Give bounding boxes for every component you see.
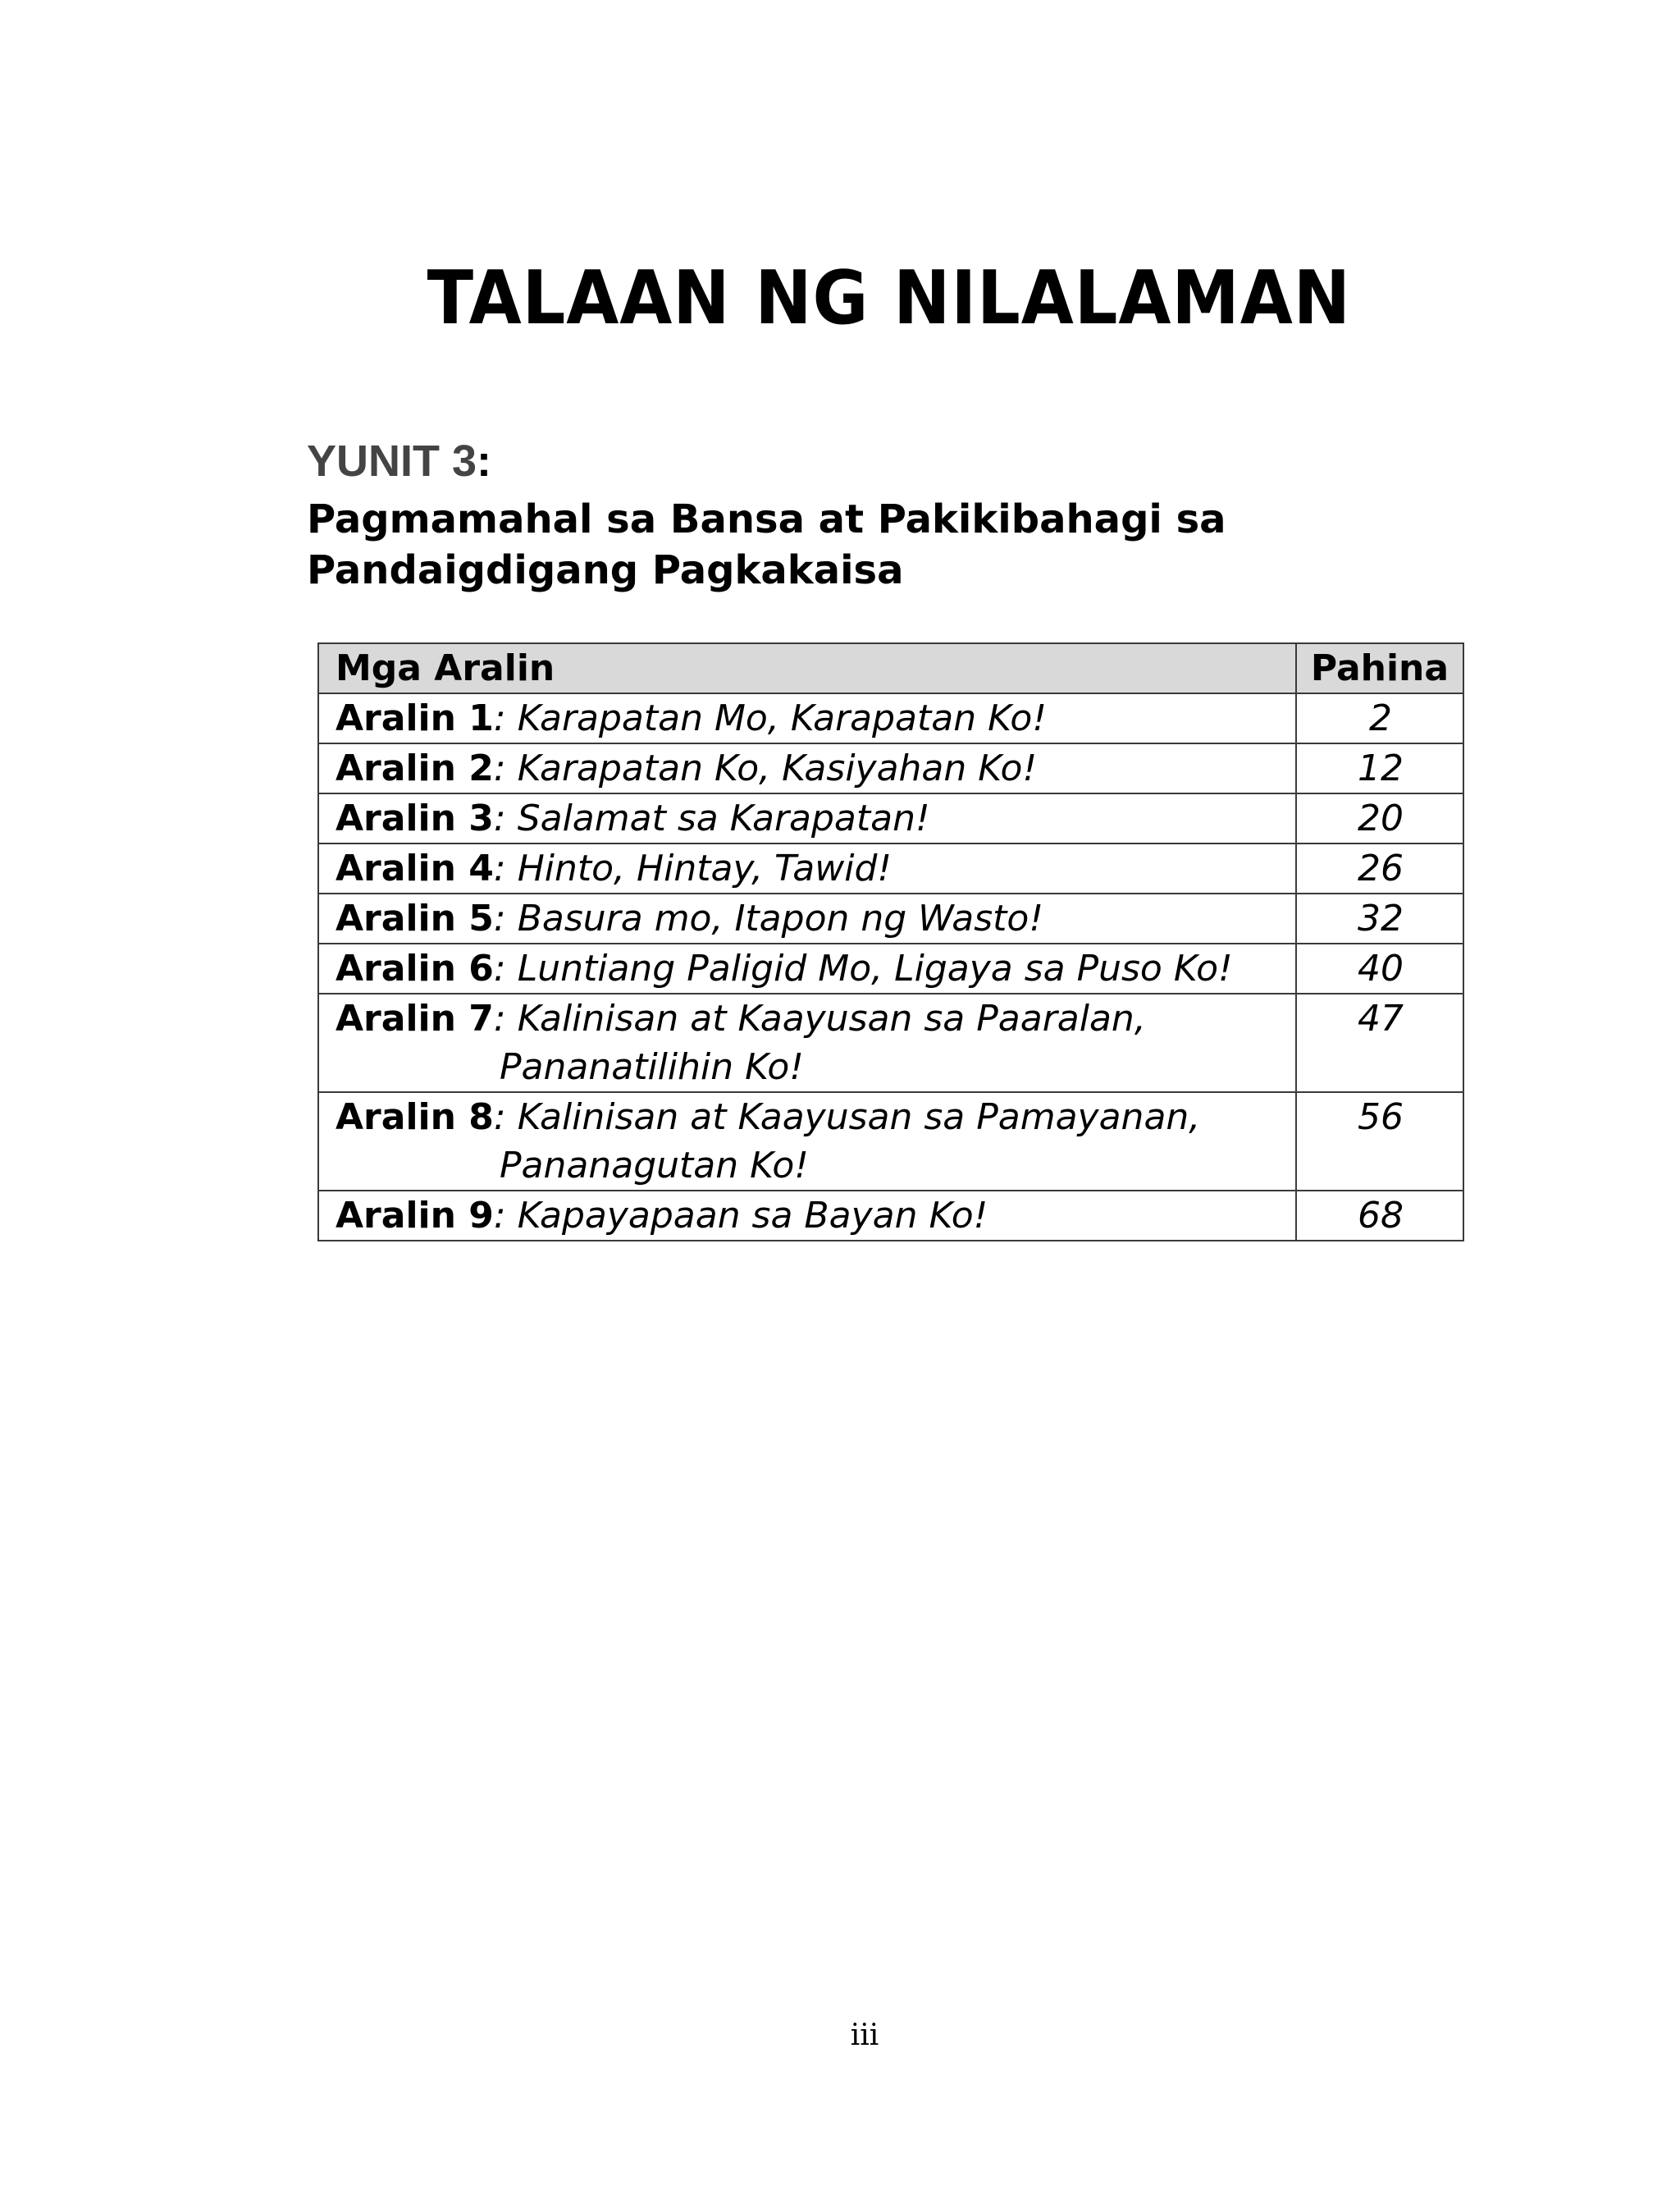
lesson-label: Aralin 9 — [336, 1195, 494, 1237]
lesson-label: Aralin 6 — [336, 948, 494, 990]
lesson-title: Karapatan Mo, Karapatan Ko! — [505, 697, 1047, 739]
page-cell: 20 — [1296, 793, 1463, 844]
lesson-separator: : — [493, 748, 506, 789]
table-header-row — [318, 643, 1463, 693]
lesson-title-continued: Pananatilihin Ko! — [500, 1046, 804, 1088]
lesson-title: Hinto, Hintay, Tawid! — [505, 848, 892, 889]
unit-title-line-1: Pagmamahal sa Bansa at Pakikibahagi sa — [307, 496, 1226, 542]
table-row — [318, 743, 1463, 793]
page-cell: 47 — [1296, 994, 1463, 1092]
lesson-line — [336, 1096, 1200, 1138]
table-body — [318, 693, 1463, 1241]
lesson-cell — [318, 1092, 1296, 1191]
page-cell: 2 — [1296, 693, 1463, 743]
lesson-title: Kalinisan at Kaayusan sa Paaralan, — [505, 998, 1146, 1040]
page-cell: 26 — [1296, 844, 1463, 894]
unit-title — [307, 494, 1455, 596]
page-cell: 56 — [1296, 1092, 1463, 1191]
lesson-separator: : — [493, 998, 506, 1040]
lesson-line — [336, 697, 1047, 739]
unit-title-line-2: Pandaigdigang Pagkakaisa — [307, 547, 904, 593]
lesson-separator: : — [493, 848, 506, 889]
lesson-line — [336, 748, 1037, 789]
lesson-separator: : — [493, 1195, 506, 1237]
unit-label — [307, 435, 491, 488]
lesson-label: Aralin 3 — [336, 798, 494, 839]
table-row — [318, 844, 1463, 894]
lesson-cell — [318, 894, 1296, 944]
contents-table — [317, 642, 1464, 1241]
header-lessons: Mga Aralin — [318, 643, 1296, 693]
lesson-title: Kapayapaan sa Bayan Ko! — [505, 1195, 988, 1237]
lesson-separator: : — [493, 697, 506, 739]
page-cell: 32 — [1296, 894, 1463, 944]
unit-label-text: YUNIT 3 — [307, 437, 477, 486]
lesson-line — [336, 848, 892, 889]
lesson-label: Aralin 5 — [336, 898, 494, 940]
lesson-cell — [318, 743, 1296, 793]
page-cell: 68 — [1296, 1191, 1463, 1241]
lesson-separator: : — [493, 898, 506, 940]
lesson-title: Kalinisan at Kaayusan sa Pamayanan, — [505, 1096, 1201, 1138]
page-number: iii — [850, 2019, 879, 2052]
lesson-cell — [318, 1191, 1296, 1241]
lesson-line — [336, 798, 930, 839]
lesson-line — [336, 1195, 988, 1237]
table-row — [318, 693, 1463, 743]
lesson-title: Salamat sa Karapatan! — [505, 798, 930, 839]
lesson-title: Basura mo, Itapon ng Wasto! — [505, 898, 1043, 940]
lesson-title: Karapatan Ko, Kasiyahan Ko! — [505, 748, 1038, 789]
lesson-cell — [318, 793, 1296, 844]
lesson-label: Aralin 7 — [336, 998, 494, 1040]
table-row — [318, 1092, 1463, 1191]
lesson-cell — [318, 944, 1296, 994]
lesson-cell — [318, 994, 1296, 1092]
table-row — [318, 793, 1463, 844]
page-title: TALAAN NG NILALAMAN — [427, 255, 1351, 342]
lesson-separator: : — [493, 1096, 506, 1138]
lesson-separator: : — [493, 948, 506, 990]
page-cell: 40 — [1296, 944, 1463, 994]
lesson-label: Aralin 2 — [336, 748, 494, 789]
lesson-label: Aralin 1 — [336, 697, 494, 739]
header-page: Pahina — [1296, 643, 1463, 693]
lesson-cell — [318, 844, 1296, 894]
lesson-line — [336, 898, 1043, 940]
lesson-label: Aralin 4 — [336, 848, 494, 889]
lesson-line — [336, 998, 1146, 1040]
unit-label-colon: : — [477, 437, 492, 486]
table-row — [318, 1191, 1463, 1241]
lesson-title: Luntiang Paligid Mo, Ligaya sa Puso Ko! — [505, 948, 1233, 990]
lesson-line — [336, 948, 1233, 990]
lesson-cell — [318, 693, 1296, 743]
lesson-separator: : — [493, 798, 506, 839]
table-row — [318, 994, 1463, 1092]
lesson-label: Aralin 8 — [336, 1096, 494, 1138]
table-row — [318, 894, 1463, 944]
lesson-title-continued: Pananagutan Ko! — [500, 1145, 809, 1186]
table-row — [318, 944, 1463, 994]
page-cell: 12 — [1296, 743, 1463, 793]
